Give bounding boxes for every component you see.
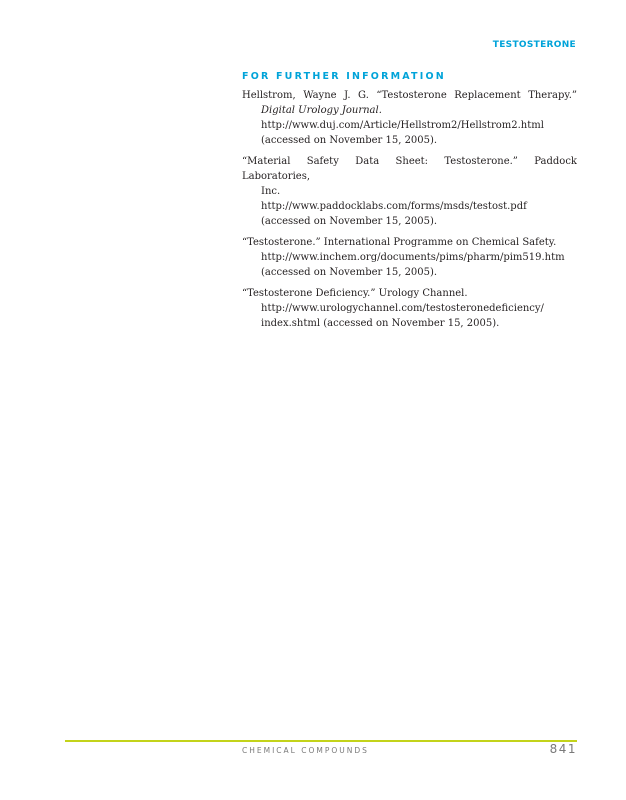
reference-line: “Testosterone.” International Programme on Chemical Safety. [242,237,557,248]
reference-url[interactable]: http://www.paddocklabs.com/forms/msds/testost.pdf [261,201,527,212]
reference-line: Inc. [261,186,281,197]
reference-item [242,286,577,331]
running-head: TESTOSTERONE [492,40,576,50]
reference-item [242,88,577,148]
reference-line: “Material Safety Data Sheet: Testosterone.” Paddock Laboratories, [242,156,577,182]
page-number: 841 [549,742,577,756]
reference-line: (accessed on November 15, 2005). [261,216,438,227]
reference-line: (accessed on November 15, 2005). [261,267,438,278]
reference-url[interactable]: http://www.inchem.org/documents/pims/pharm/pim519.htm [261,252,565,263]
reference-line: Hellstrom, Wayne J. G. “Testosterone Replacement Therapy.” [242,90,577,101]
reference-line: Digital Urology Journal. [261,105,382,116]
reference-item [242,154,577,229]
section-heading: FOR FURTHER INFORMATION [242,71,446,82]
reference-line: index.shtml (accessed on November 15, 2005). [261,318,500,329]
footer-title: CHEMICAL COMPOUNDS [242,746,369,755]
reference-line: (accessed on November 15, 2005). [261,135,438,146]
reference-url[interactable]: http://www.duj.com/Article/Hellstrom2/Hellstrom2.html [261,120,544,131]
reference-item [242,235,577,280]
reference-url[interactable]: http://www.urologychannel.com/testosteronedeficiency/ [261,303,544,314]
reference-line: “Testosterone Deficiency.” Urology Channel. [242,288,468,299]
footer-rule [65,740,577,742]
reference-list [242,88,577,337]
